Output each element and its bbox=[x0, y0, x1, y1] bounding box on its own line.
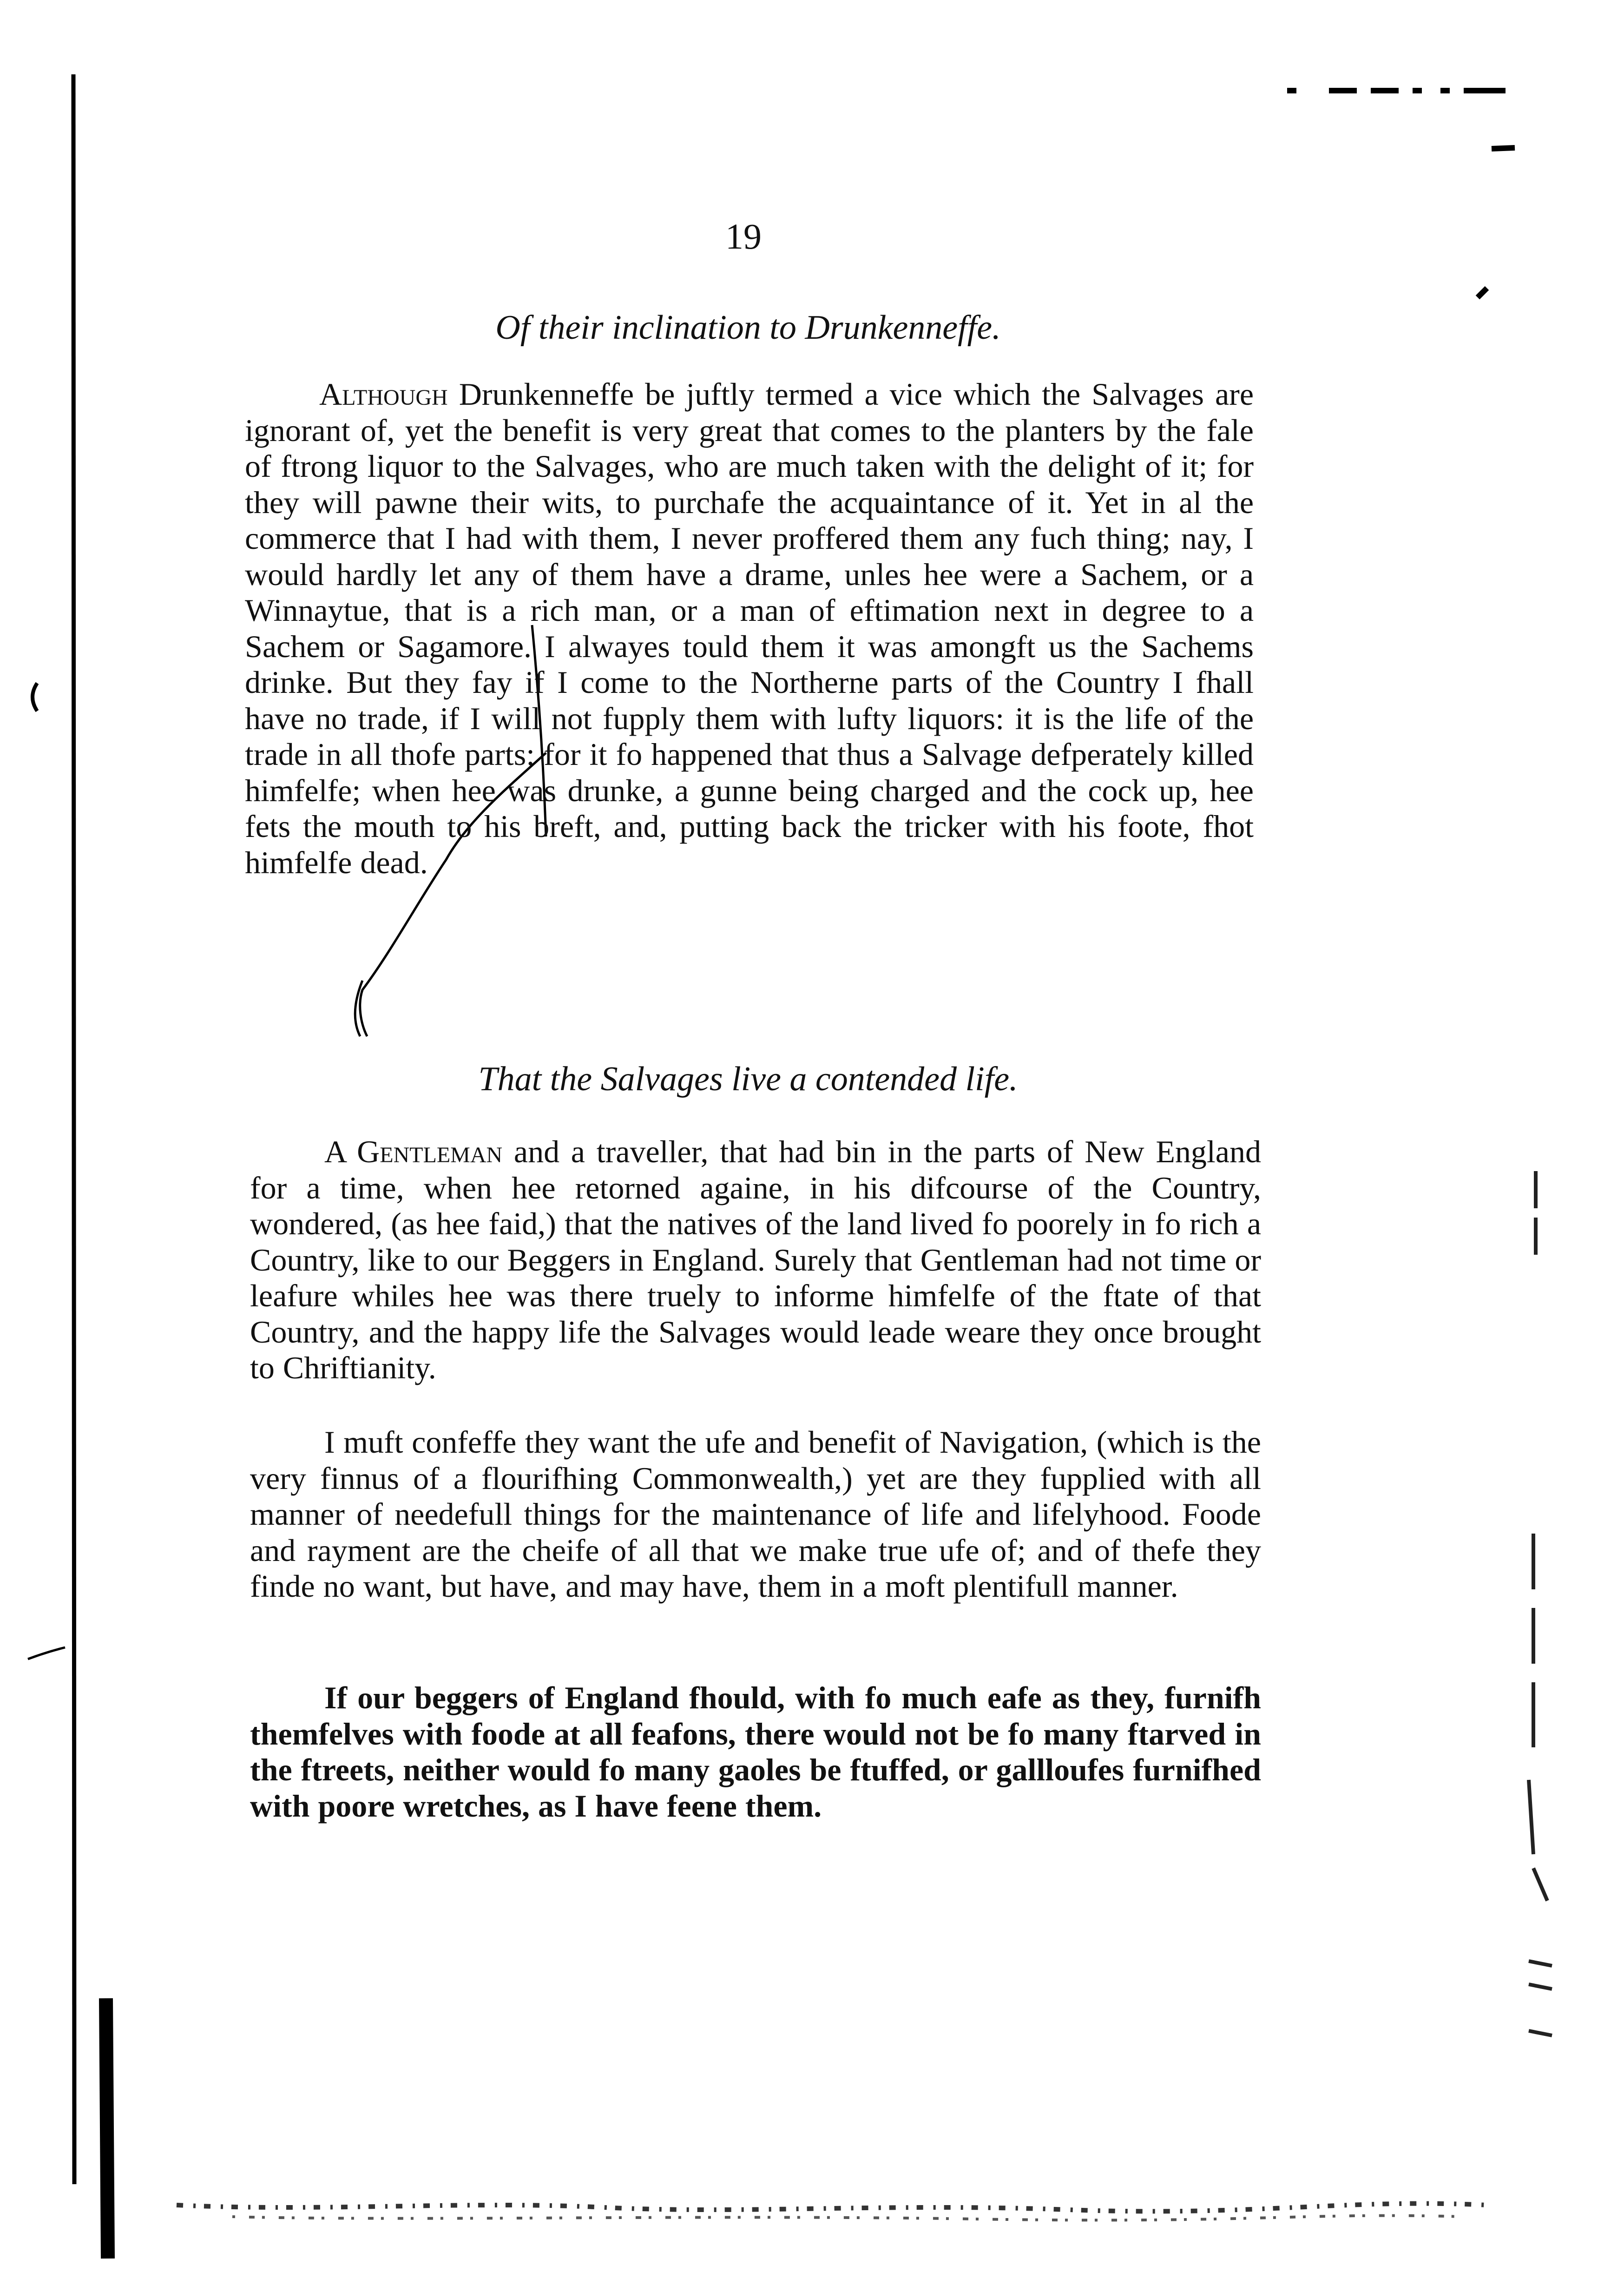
section-heading-contended-life: That the Salvages live a contended life. bbox=[478, 1060, 1018, 1098]
bottom-edge-noise bbox=[177, 2204, 1487, 2212]
paragraph-lead-word: Although bbox=[319, 376, 448, 412]
paragraph-lead-word: A Gentleman bbox=[324, 1134, 503, 1169]
section-heading-drunkennesse: Of their inclination to Drunkenneffe. bbox=[495, 309, 1001, 347]
page-number: 19 bbox=[725, 216, 762, 257]
paragraph-text: and a traveller, that had bin in the parts of New England for a time, when hee retorned againe, in his difcourse of the Country, wondered, (as hee faid,) that the natives of the land lived fo poorely in fo rich a Country, like to our Beggers in England. Surely that Gentleman had not time or leafure whiles hee was there truely to informe himfelfe of the ftate of that Country, and the happy life the Salvages would leade weare they once brought to Chriftianity. bbox=[250, 1134, 1261, 1385]
paragraph-text: I muft confeffe they want the ufe and benefit of Navigation, (which is the very finnus of a flourifhing Commonwealth,) yet are they fupplied with all manner of needefull things for the maintenance of life and lifelyhood. Foode and rayment are the cheife of all that we make true ufe of; and of thefe they finde no want, but have, and may have, them in a moft plentifull manner. bbox=[250, 1424, 1261, 1604]
paragraph-navigation bbox=[250, 1424, 1261, 1605]
bottom-edge-noise-2 bbox=[232, 2216, 1464, 2220]
paragraph-drunkennesse bbox=[245, 376, 1254, 881]
left-margin-brace-mark bbox=[33, 683, 37, 711]
left-binding-edge bbox=[73, 74, 74, 2184]
left-binding-edge-bottom bbox=[106, 1998, 108, 2259]
paragraph-text: If our beggers of England fhould, with fo much eafe as they, furnifh themfelves with foode at all feafons, there would not be fo many ftarved in the ftreets, neither would fo many gaoles be ftuffed, or gallloufes furnifhed with poore wretches, as I have feene them. bbox=[250, 1680, 1261, 1824]
paragraph-gentleman bbox=[250, 1134, 1261, 1386]
right-margin-marks bbox=[1529, 1171, 1552, 2035]
left-margin-dash-mark bbox=[28, 1647, 65, 1659]
top-edge-marks bbox=[1287, 91, 1515, 297]
paragraph-text: Drunkenneffe be juftly termed a vice which the Salvages are ignorant of, yet the benefit is very great that comes to the planters by the fale of ftrong liquor to the Salvages, who are much taken with the delight of it; for they will pawne their wits, to purchafe the acquaintance of it. Yet in al the commerce that I had with them, I never proffered them any fuch thing; nay, I would hardly let any of them have a drame, unles hee were a Sachem, or a Winnaytue, that is a rich man, or a man of eftimation next in degree to a Sachem or Sagamore. I alwayes tould them it was amongft us the Sachems drinke. But they fay if I come to the Northerne parts of the Country I fhall have no trade, if I will not fupply them with lufty liquors: it is the life of the trade in all thofe parts: for it fo happened that thus a Salvage defperately killed himfelfe; when hee was drunke, a gunne being charged and the cock up, hee fets the mouth to his breft, and, putting back the tricker with his foote, fhot himfelfe dead. bbox=[245, 376, 1254, 880]
paragraph-beggers bbox=[250, 1680, 1261, 1824]
